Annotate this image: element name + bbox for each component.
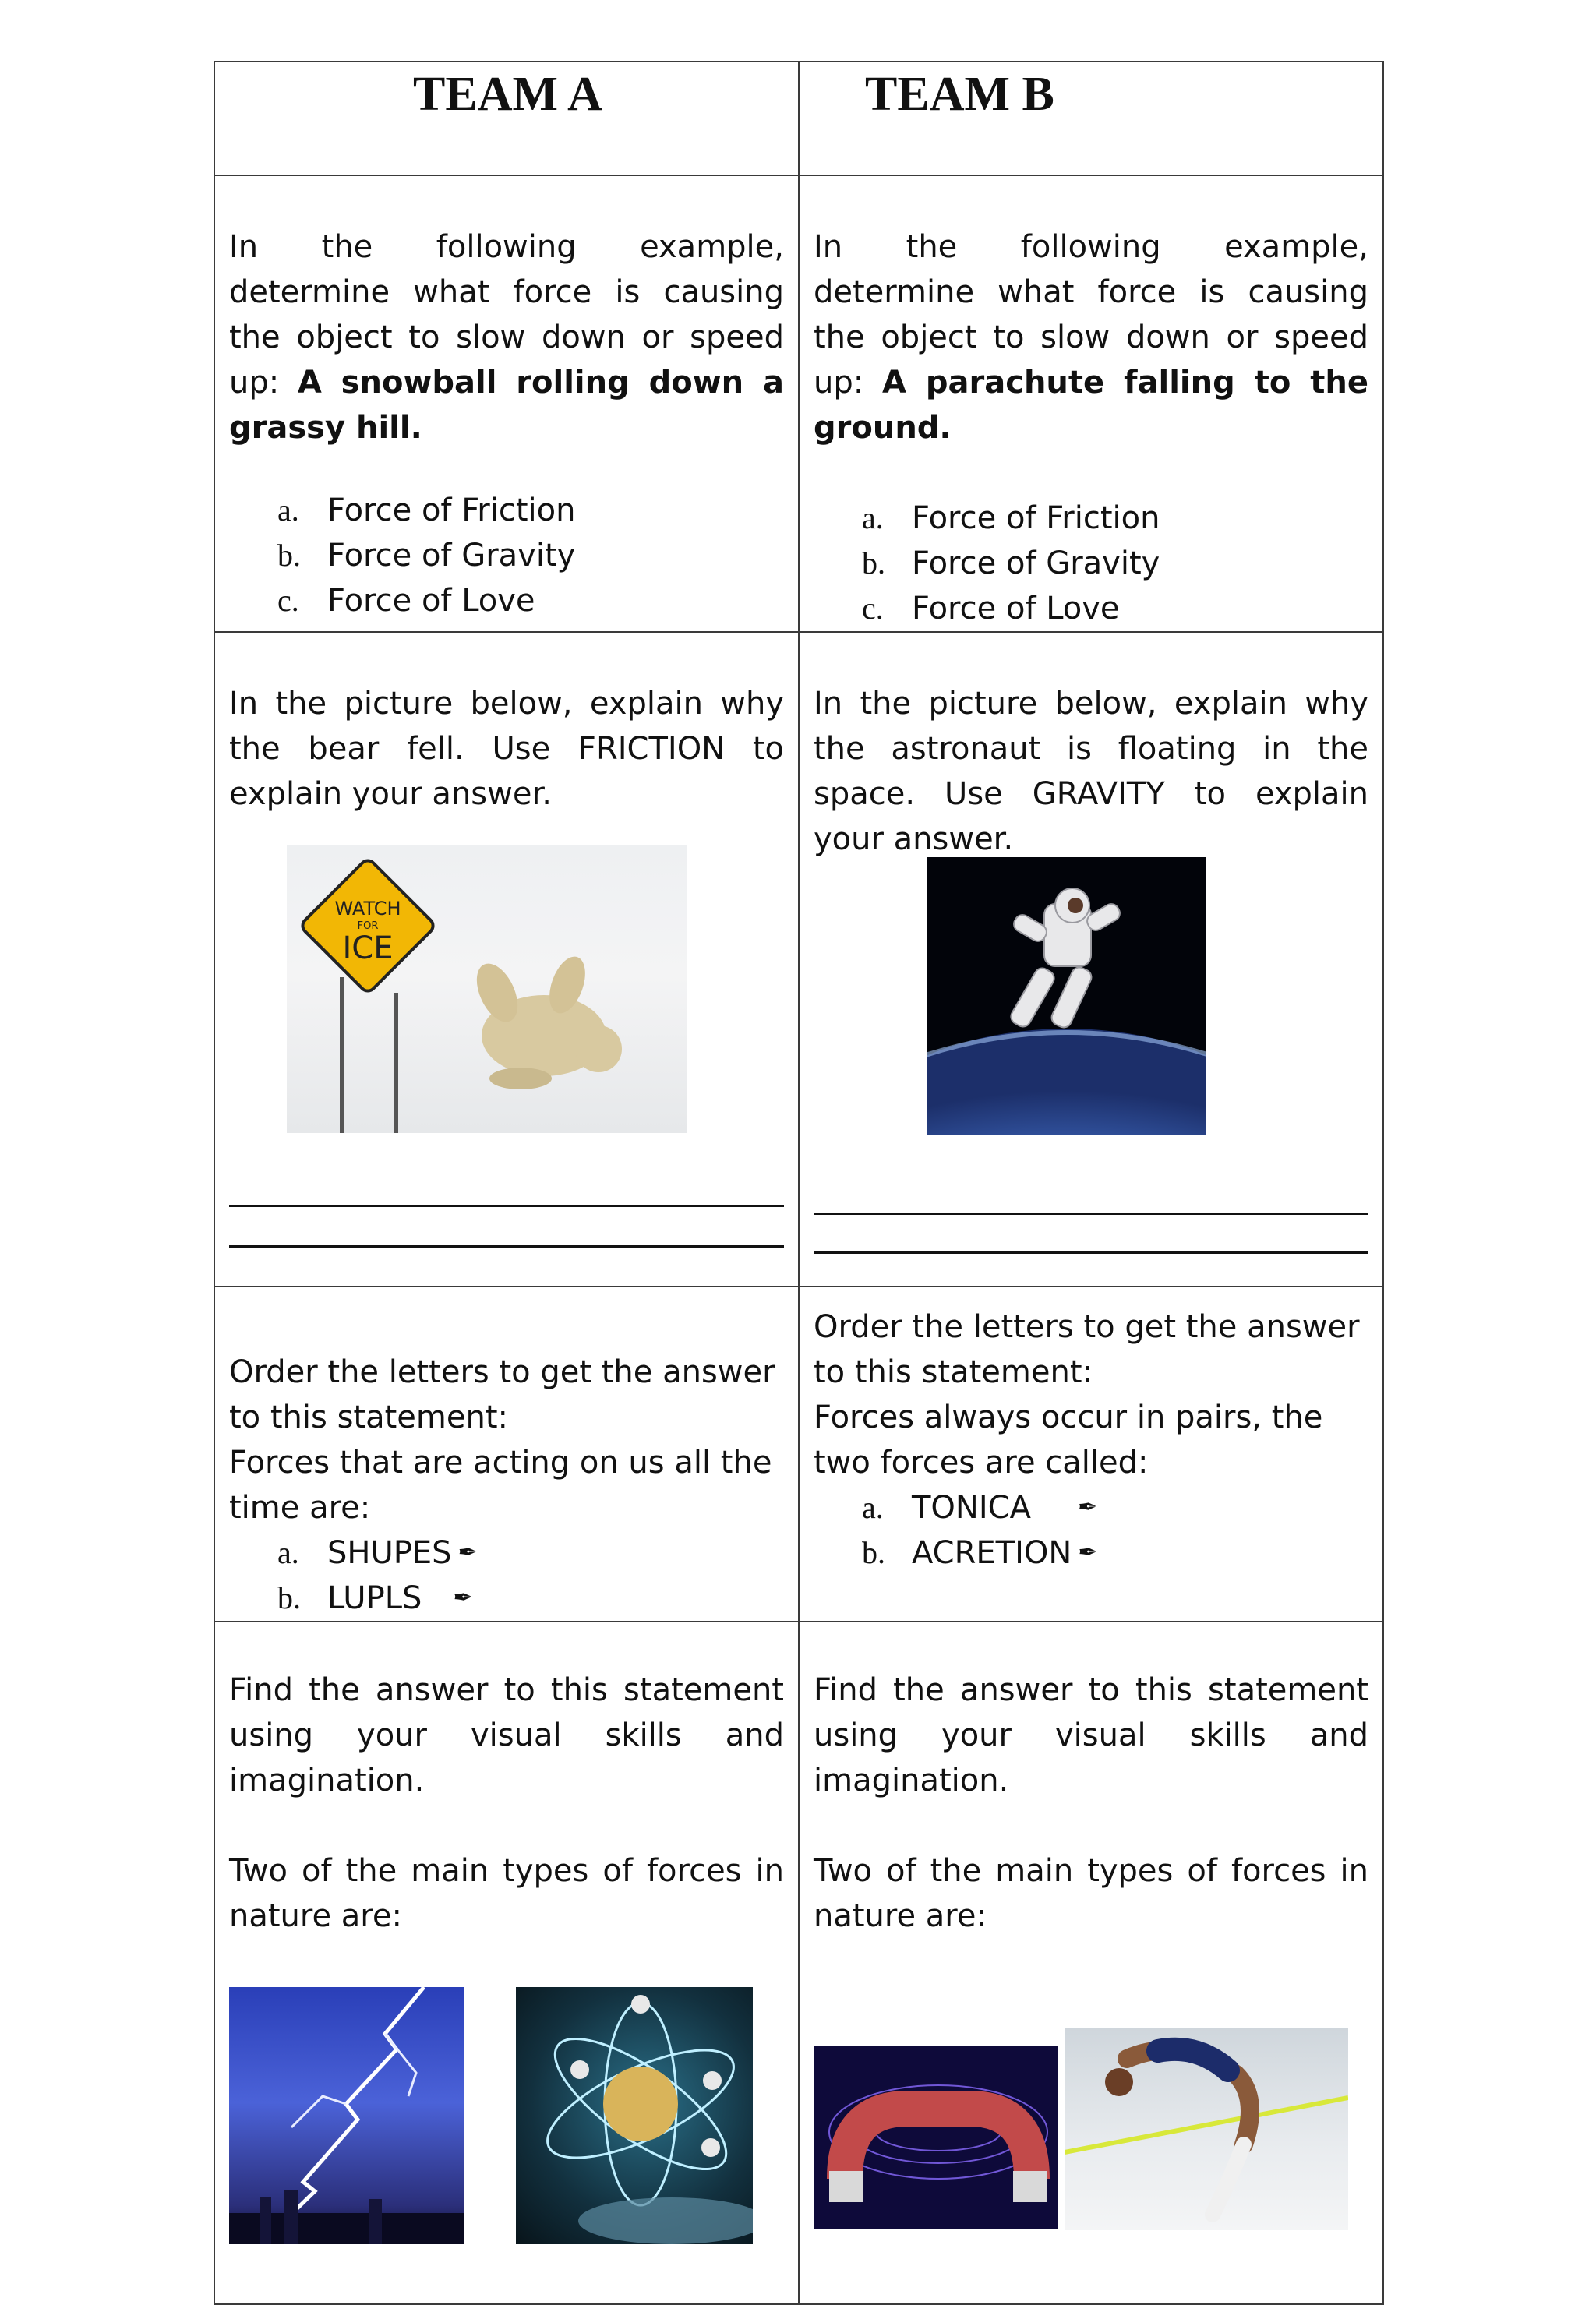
high-jump-athlete-photo xyxy=(1065,2028,1348,2230)
pointing-hand-icon: ✒ xyxy=(453,1584,473,1611)
team-b-q1-prompt: In the following example, determine what force is causing the object to slow down or speed up: A parachute falling to the ground. xyxy=(814,229,1368,446)
team-b-question-1 xyxy=(799,175,1383,632)
sign-for-text: FOR xyxy=(357,920,379,932)
astronaut-space-photo xyxy=(927,857,1206,1135)
magnet-photo xyxy=(814,2046,1058,2229)
team-a-q1-options xyxy=(215,488,798,623)
atom-hand-photo xyxy=(516,1987,753,2244)
team-a-q3-options xyxy=(215,1530,798,1621)
team-b-q3-prompt: Order the letters to get the answer to this statement: Forces always occur in pairs, the two forces are called: xyxy=(814,1309,1360,1481)
team-a-q1-prompt: In the following example, determine what force is causing the object to slow down or speed up: A snowball rolling down a grassy hill. xyxy=(229,229,784,446)
team-b-q1-options xyxy=(800,496,1382,631)
team-a-q4-subprompt: Two of the main types of forces in nature are: xyxy=(229,1853,784,1934)
list-item: c. Force of Love xyxy=(277,583,535,619)
team-b-q2-prompt: In the picture below, explain why the astronaut is floating in the space. Use GRAVITY to explain your answer. xyxy=(814,686,1368,857)
team-a-question-3 xyxy=(214,1287,799,1622)
list-item: a. Force of Friction xyxy=(277,492,576,528)
list-item: a. SHUPES ✒ xyxy=(277,1530,798,1576)
pointing-hand-icon: ✒ xyxy=(1077,1494,1098,1521)
team-b-question-4 xyxy=(799,1622,1383,2304)
team-b-question-3 xyxy=(799,1287,1383,1622)
worksheet-table xyxy=(214,61,1384,2305)
pointing-hand-icon: ✒ xyxy=(1078,1539,1098,1566)
team-a-q3-prompt: Order the letters to get the answer to this statement: Forces that are acting on us all the time are: xyxy=(229,1354,775,1526)
list-item: c. Force of Love xyxy=(862,591,1120,627)
answer-line-2[interactable] xyxy=(229,1245,784,1248)
team-b-q3-options xyxy=(800,1485,1382,1576)
answer-line-1[interactable] xyxy=(814,1213,1368,1215)
team-b-q4-subprompt: Two of the main types of forces in nature are: xyxy=(814,1853,1368,1934)
team-a-heading: TEAM A xyxy=(413,68,602,121)
list-item: b. LUPLS ✒ xyxy=(277,1576,798,1621)
list-item: a. TONICA ✒ xyxy=(862,1485,1382,1530)
answer-line-2[interactable] xyxy=(814,1251,1368,1254)
pointing-hand-icon: ✒ xyxy=(457,1539,478,1566)
team-a-question-1 xyxy=(214,175,799,632)
answer-line-1[interactable] xyxy=(229,1205,784,1207)
team-b-q4-prompt: Find the answer to this statement using your visual skills and imagination. xyxy=(814,1672,1368,1798)
team-a-question-4 xyxy=(214,1622,799,2304)
list-item: b. ACRETION ✒ xyxy=(862,1530,1382,1576)
team-a-q2-prompt: In the picture below, explain why the bear fell. Use FRICTION to explain your answer. xyxy=(229,686,784,812)
list-item: b. Force of Gravity xyxy=(862,545,1160,581)
polar-bear-ice-photo xyxy=(287,845,687,1133)
team-b-header-cell xyxy=(799,62,1383,175)
team-b-q1-example: A parachute falling to the ground. xyxy=(814,365,1368,446)
list-item: b. Force of Gravity xyxy=(277,538,576,574)
sign-watch-text: WATCH xyxy=(334,898,401,920)
list-item: a. Force of Friction xyxy=(862,500,1160,536)
team-a-question-2 xyxy=(214,632,799,1287)
team-a-header-cell xyxy=(214,62,799,175)
team-b-question-2 xyxy=(799,632,1383,1287)
team-a-q1-example: A snowball rolling down a grassy hill. xyxy=(229,365,784,446)
team-b-heading: TEAM B xyxy=(865,68,1054,121)
team-a-q4-prompt: Find the answer to this statement using your visual skills and imagination. xyxy=(229,1672,784,1798)
worksheet xyxy=(214,61,1384,2246)
sign-ice-text: ICE xyxy=(342,930,394,966)
lightning-photo xyxy=(229,1987,464,2244)
